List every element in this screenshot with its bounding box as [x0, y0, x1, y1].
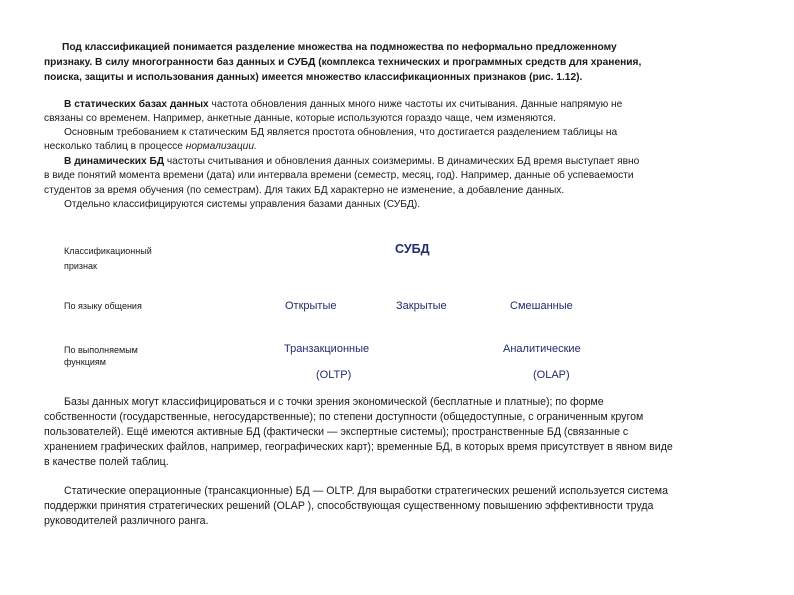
classification-line-2: собственности (государственные, негосударственные); по степени доступности (общедоступные, с ограниченным кругом — [44, 411, 644, 423]
static-db-line-2: связаны со временем. Например, анкетные данные, которые используются гораздо чаще, чем изменяются. — [44, 113, 556, 124]
value-olap: (OLAP) — [533, 369, 570, 381]
dynamic-db-line-3: студентов за время обучения (по семестрам). Для таких БД характерно не изменение, а добавление данных. — [44, 185, 565, 196]
classification-line-3: пользователей). Ещё имеются активные БД (фактически — экспертные системы); пространственные БД (связанные с — [44, 426, 629, 438]
value-oltp: (OLTP) — [316, 369, 352, 381]
value-open: Открытые — [285, 300, 337, 312]
static-db-line-1: В статических базах данных частота обновления данных много ниже частоты их считывания. Данные напрямую не — [64, 99, 623, 110]
oltp-line-3: руководителей различного ранга. — [44, 515, 209, 527]
value-analytical: Аналитические — [503, 343, 581, 355]
dynamic-db-line-2: в виде понятий момента времени (дата) или интервала времени (семестр, месяц, год). Например, данные об успеваемости — [44, 170, 634, 181]
oltp-line-1: Статические операционные (трансакционные) БД — OLTP. Для выработки стратегических решений используется система — [64, 485, 668, 497]
dynamic-db-line-4: Отдельно классифицируются системы управления базами данных (СУБД). — [64, 199, 421, 210]
intro-line-3: поиска, защиты и использования данных) имеется множество классификационных признаков (рис. 1.12). — [44, 72, 583, 83]
diagram-title: СУБД — [395, 242, 430, 256]
classification-line-5: в качестве полей таблиц. — [44, 456, 169, 468]
static-db-line-4: несколько таблиц в процессе нормализации. — [44, 141, 257, 152]
dynamic-db-term: В динамических БД — [64, 156, 165, 167]
row-language-label: По языку общения — [64, 301, 142, 311]
classification-line-4: хранением графических файлов, например, географических карт); временные БД, в которых время присутствует в явном виде — [44, 441, 673, 453]
row-function-label: По выполняемым функциям — [64, 345, 138, 367]
criterion-label: Классификационный признак — [64, 246, 152, 271]
value-transactional: Транзакционные — [284, 343, 370, 355]
dynamic-db-line-1: В динамических БД частоты считывания и обновления данных соизмеримы. В динамических БД время выступает явно — [64, 156, 640, 167]
intro-line-2: признаку. В силу многогранности баз данных и СУБД (комплекса технических и программных средств для хранения, — [44, 57, 642, 68]
normalization-term: нормализации. — [185, 141, 257, 152]
value-mixed: Смешанные — [510, 300, 573, 312]
intro-line-1: Под классификацией понимается разделение множества на подмножества по неформально предложенному — [62, 42, 617, 53]
classification-line-1: Базы данных могут классифицироваться и с точки зрения экономической (бесплатные и платные); по форме — [64, 396, 604, 408]
oltp-line-2: поддержки принятия стратегических решений (OLAP ), способствующая существенному повышению эффективности труда — [44, 500, 654, 512]
static-db-term: В статических базах данных — [64, 99, 209, 110]
static-db-line-3: Основным требованием к статическим БД является простота обновления, что достигается разделением таблицы на — [64, 127, 618, 138]
value-closed: Закрытые — [396, 300, 447, 312]
